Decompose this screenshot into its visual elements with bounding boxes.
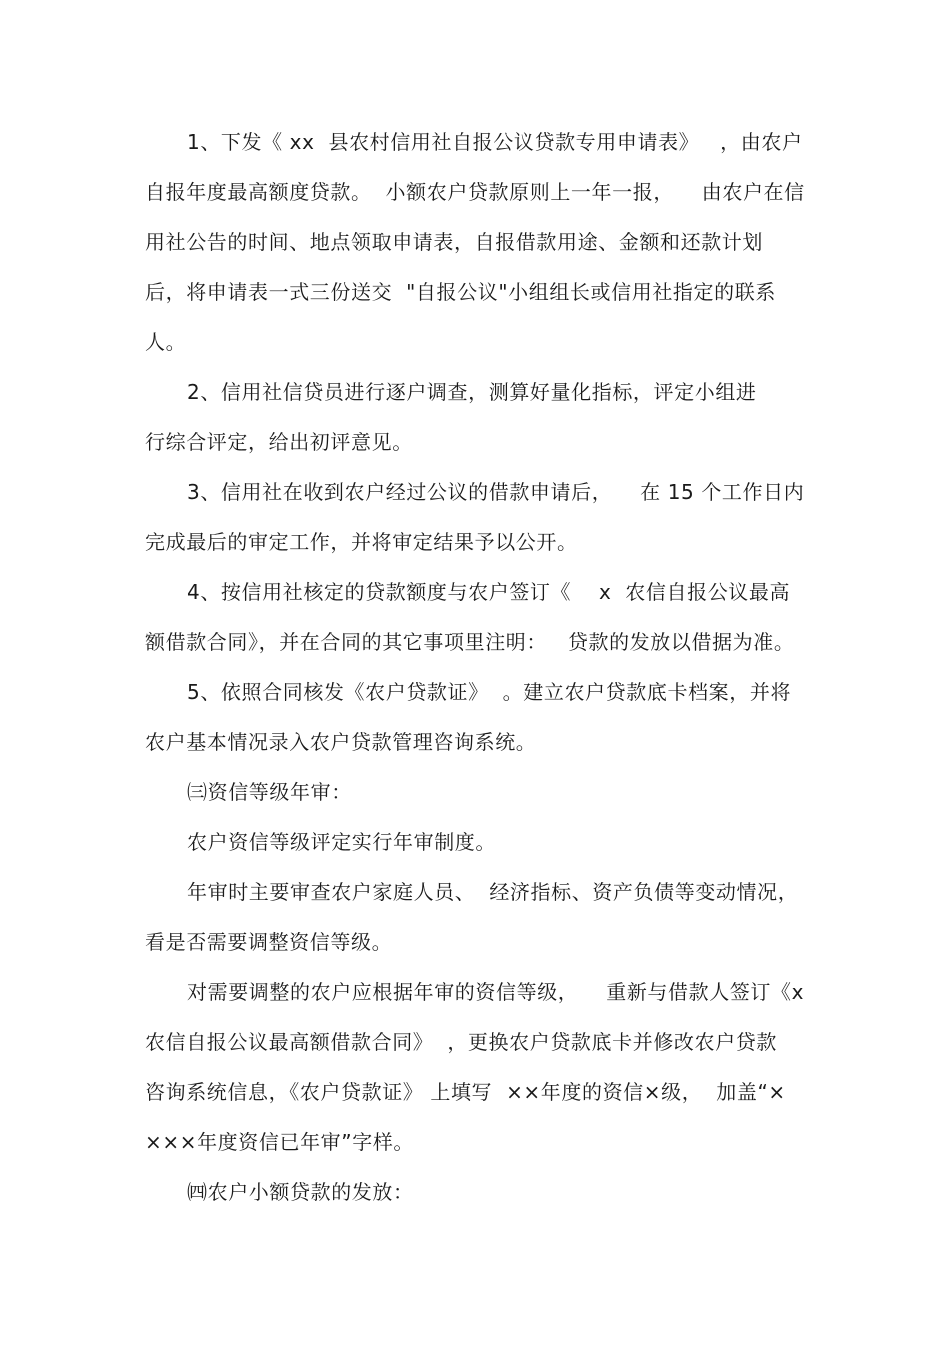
text-line: 1、下发《 xx 县农村信用社自报公议贷款专用申请表》 ，由农户 <box>187 130 803 154</box>
text-line: 农户基本情况录入农户贷款管理咨询系统。 <box>145 730 537 754</box>
section-heading: ㈢资信等级年审： <box>187 780 352 804</box>
text-line: 行综合评定，给出初评意见。 <box>145 430 413 454</box>
text-line: 年审时主要审查农户家庭人员、 经济指标、资产负债等变动情况， <box>187 880 799 904</box>
text-line: 额借款合同》，并在合同的其它事项里注明： 贷款的发放以借据为准。 <box>145 630 795 654</box>
text-line: 看是否需要调整资信等级。 <box>145 930 393 954</box>
text-line: 人。 <box>145 330 187 354</box>
text-line: 农信自报公议最高额借款合同》 ，更换农户贷款底卡并修改农户贷款 <box>145 1030 777 1054</box>
text-line: 用社公告的时间、地点领取申请表，自报借款用途、金额和还款计划 <box>145 230 763 254</box>
text-line: 5、依照合同核发《农户贷款证》 。建立农户贷款底卡档案，并将 <box>187 680 792 704</box>
text-line: 对需要调整的农户应根据年审的资信等级， 重新与借款人签订《x <box>187 980 805 1004</box>
text-line: ×××年度资信已年审”字样。 <box>145 1130 415 1154</box>
section-heading: ㈣农户小额贷款的发放： <box>187 1180 414 1204</box>
text-line: 咨询系统信息，《农户贷款证》 上填写 ××年度的资信×级， 加盖“× <box>145 1080 786 1104</box>
text-line: 完成最后的审定工作，并将审定结果予以公开。 <box>145 530 578 554</box>
text-line: 4、按信用社核定的贷款额度与农户签订《 x 农信自报公议最高 <box>187 580 791 604</box>
text-line: 农户资信等级评定实行年审制度。 <box>187 830 496 854</box>
text-line: 后，将申请表一式三份送交 "自报公议"小组组长或信用社指定的联系 <box>145 280 776 304</box>
text-line: 2、信用社信贷员进行逐户调查，测算好量化指标，评定小组进 <box>187 380 757 404</box>
text-line: 3、信用社在收到农户经过公议的借款申请后， 在 15 个工作日内 <box>187 480 805 504</box>
text-line: 自报年度最高额度贷款。 小额农户贷款原则上一年一报， 由农户在信 <box>145 180 805 204</box>
